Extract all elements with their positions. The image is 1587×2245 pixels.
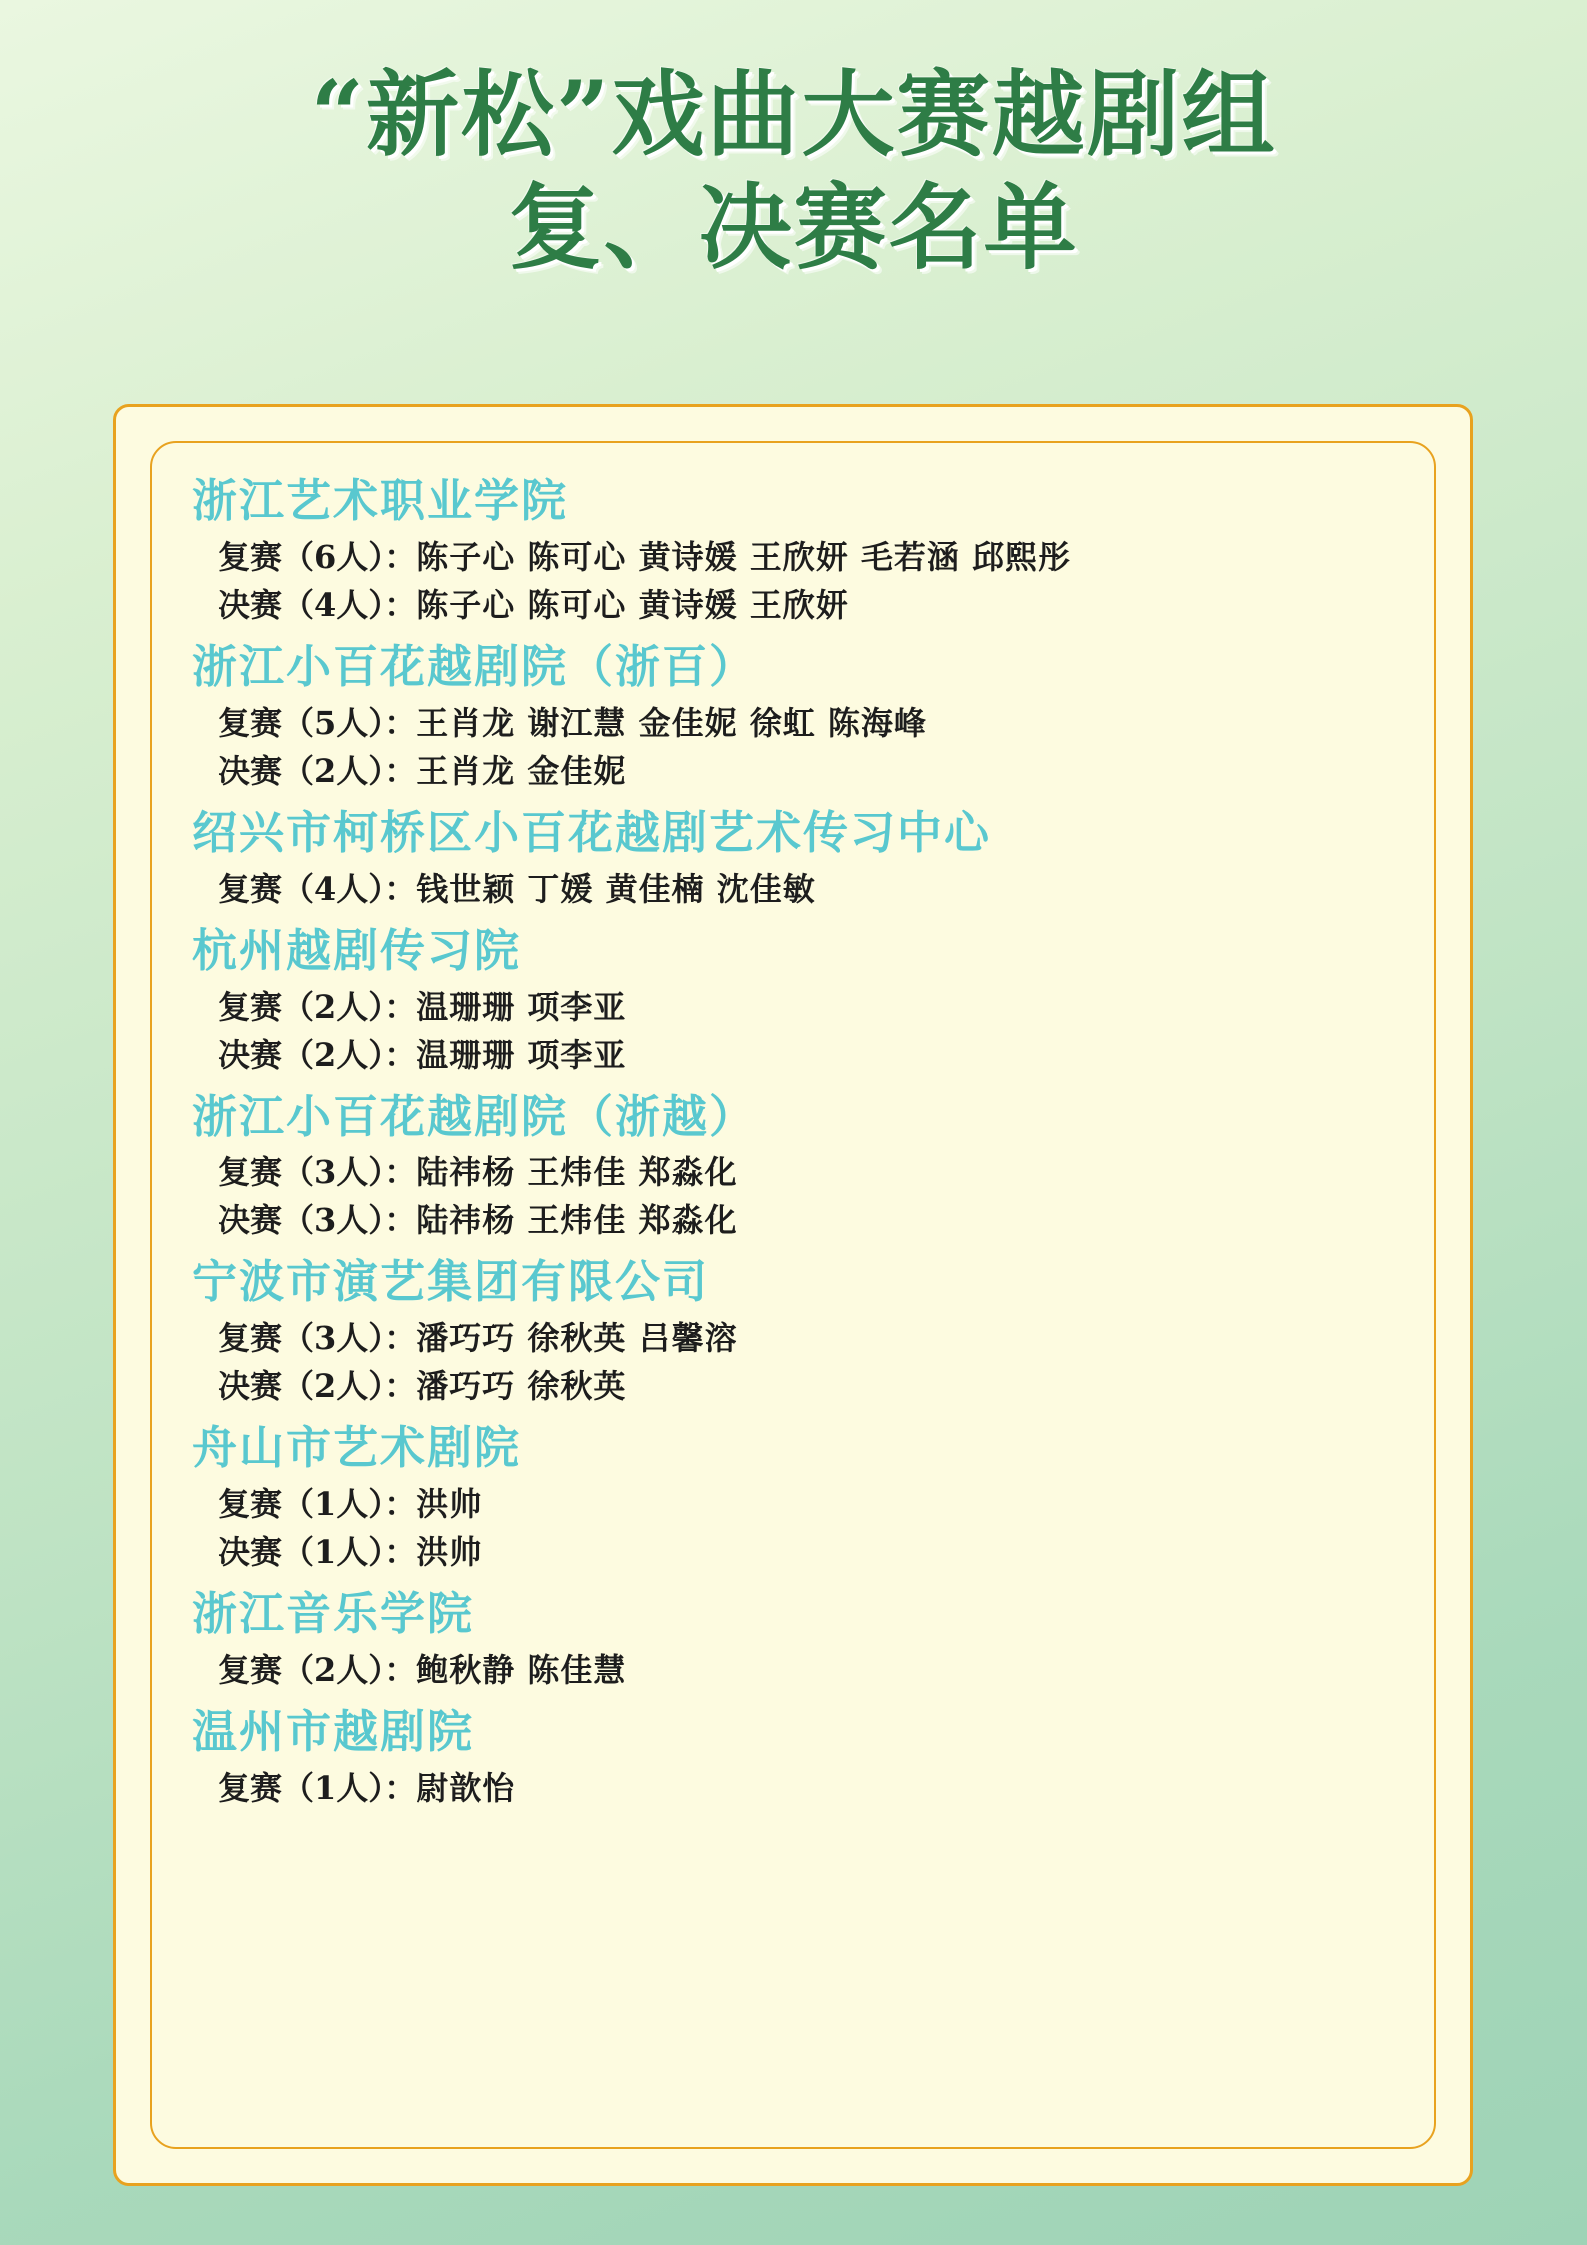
round-entry xyxy=(192,983,1394,1031)
round-names: 陆祎杨 王炜佳 郑淼化 xyxy=(416,1153,738,1192)
round-names: 温珊珊 项李亚 xyxy=(416,987,627,1026)
round-names: 洪帅 xyxy=(416,1485,483,1524)
round-names: 王肖龙 金佳妮 xyxy=(416,751,627,790)
round-names: 陈子心 陈可心 黄诗媛 王欣妍 xyxy=(416,585,849,624)
round-label: 决赛（4人）： xyxy=(218,585,417,624)
organization-group xyxy=(192,635,1394,795)
round-entry xyxy=(192,1646,1394,1694)
round-names: 洪帅 xyxy=(416,1533,483,1572)
organization-name: 浙江音乐学院 xyxy=(192,1587,475,1641)
organization-group xyxy=(192,919,1394,1079)
round-entry xyxy=(192,1362,1394,1410)
round-entry xyxy=(192,1764,1394,1812)
organization-group xyxy=(192,1582,1394,1694)
round-entry xyxy=(192,1480,1394,1528)
organization-name: 绍兴市柯桥区小百花越剧艺术传习中心 xyxy=(192,805,992,859)
round-label: 复赛（1人）： xyxy=(218,1769,417,1808)
organization-group xyxy=(192,1700,1394,1812)
organization-name: 浙江小百花越剧院（浙越） xyxy=(192,1089,757,1143)
organization-name: 浙江小百花越剧院（浙百） xyxy=(192,639,757,693)
round-label: 复赛（5人）： xyxy=(218,703,417,742)
round-names: 钱世颖 丁媛 黄佳楠 沈佳敏 xyxy=(416,869,816,908)
name-list-inner-frame xyxy=(150,441,1436,2149)
round-label: 决赛（3人）： xyxy=(218,1201,417,1240)
round-entry xyxy=(192,1314,1394,1362)
poster-title xyxy=(0,0,1587,285)
title-line-2: 复、决赛名单 xyxy=(508,173,1079,283)
organization-name: 舟山市艺术剧院 xyxy=(192,1421,522,1475)
organization-name: 宁波市演艺集团有限公司 xyxy=(192,1255,710,1309)
round-entry xyxy=(192,747,1394,795)
round-entry xyxy=(192,533,1394,581)
round-label: 复赛（6人）： xyxy=(218,537,417,576)
organization-list xyxy=(192,469,1394,1812)
organization-group xyxy=(192,1250,1394,1410)
round-label: 复赛（2人）： xyxy=(218,987,417,1026)
round-entry xyxy=(192,1031,1394,1079)
round-label: 复赛（3人）： xyxy=(218,1153,417,1192)
round-names: 王肖龙 谢江慧 金佳妮 徐虹 陈海峰 xyxy=(416,703,927,742)
organization-group xyxy=(192,1416,1394,1576)
round-entry xyxy=(192,1148,1394,1196)
round-names: 鲍秋静 陈佳慧 xyxy=(416,1651,627,1690)
name-list-card xyxy=(113,404,1473,2186)
round-label: 复赛（4人）： xyxy=(218,869,417,908)
round-names: 温珊珊 项李亚 xyxy=(416,1035,627,1074)
organization-name: 杭州越剧传习院 xyxy=(192,923,522,977)
round-label: 复赛（3人）： xyxy=(218,1319,417,1358)
round-label: 决赛（2人）： xyxy=(218,1035,417,1074)
title-line-1: “新松”戏曲大赛越剧组 xyxy=(310,60,1277,169)
organization-name: 温州市越剧院 xyxy=(192,1705,475,1759)
round-label: 决赛（1人）： xyxy=(218,1533,417,1572)
round-entry xyxy=(192,581,1394,629)
round-entry xyxy=(192,1528,1394,1576)
organization-group xyxy=(192,801,1394,913)
round-entry xyxy=(192,865,1394,913)
organization-name: 浙江艺术职业学院 xyxy=(192,474,569,527)
round-label: 复赛（2人）： xyxy=(218,1651,417,1690)
round-label: 决赛（2人）： xyxy=(218,1367,417,1406)
round-names: 潘巧巧 徐秋英 xyxy=(416,1367,627,1406)
round-names: 陈子心 陈可心 黄诗媛 王欣妍 毛若涵 邱熙彤 xyxy=(416,537,1071,576)
round-entry xyxy=(192,1196,1394,1244)
round-label: 复赛（1人）： xyxy=(218,1485,417,1524)
round-names: 尉歆怡 xyxy=(416,1769,516,1808)
round-names: 潘巧巧 徐秋英 吕馨溶 xyxy=(416,1319,738,1358)
organization-group xyxy=(192,1085,1394,1245)
round-names: 陆祎杨 王炜佳 郑淼化 xyxy=(416,1201,738,1240)
organization-group xyxy=(192,469,1394,629)
round-label: 决赛（2人）： xyxy=(218,751,417,790)
round-entry xyxy=(192,699,1394,747)
